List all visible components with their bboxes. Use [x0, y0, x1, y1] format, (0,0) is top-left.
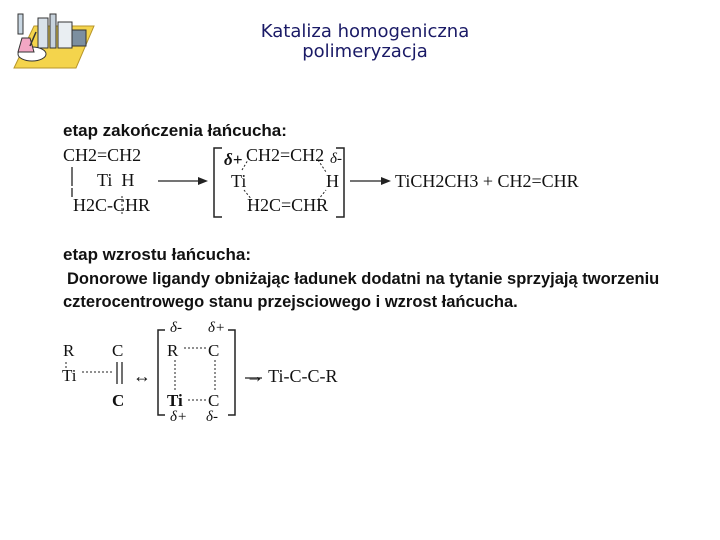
termination-heading: etap zakończenia łańcucha: — [63, 121, 287, 140]
prop-equilibrium-arrow: ↔ — [133, 366, 151, 386]
prop-delta-top-right: δ+ — [208, 320, 226, 336]
termination-products: TiCH2CH3 + CH2=CHR — [395, 171, 579, 191]
termination-delta-minus: δ- — [330, 151, 342, 167]
ts-top: CH2=CH2 — [246, 145, 325, 165]
prop-ts-c2: C — [208, 391, 220, 410]
propagation-heading: etap wzrostu łańcucha: — [63, 245, 251, 264]
propagation-text-line-1: Donorowe ligandy obniżając ładunek dodatni na tytanie sprzyjają tworzeniu — [67, 270, 660, 288]
termination-left-top: CH2=CH2 — [63, 145, 142, 165]
ts-bottom: H2C=CHR — [247, 195, 329, 215]
prop-ts-r: R — [167, 341, 179, 360]
termination-left-mid: Ti H — [97, 170, 135, 190]
ts-h: H — [326, 171, 339, 191]
title-line-2: polimeryzacja — [302, 41, 428, 62]
prop-product: → Ti-C-C-R — [246, 366, 338, 386]
prop-ts-ti: Ti — [167, 391, 183, 410]
termination-left-bottom: H2C-CHR — [73, 195, 151, 215]
ts-ti: Ti — [231, 171, 247, 191]
prop-delta-bottom-right: δ- — [206, 409, 218, 425]
propagation-text-line-2: czterocentrowego stanu przejsciowego i wzrost łańcucha. — [63, 293, 518, 311]
prop-delta-top-left: δ- — [170, 320, 182, 336]
title-line-1: Kataliza homogeniczna — [260, 21, 470, 42]
prop-r: R — [63, 341, 75, 360]
termination-delta-plus: δ+ — [224, 150, 243, 169]
prop-c2: C — [112, 391, 125, 410]
prop-ts-c: C — [208, 341, 220, 360]
prop-c: C — [112, 341, 124, 360]
prop-delta-bottom-left: δ+ — [170, 409, 188, 425]
prop-ti: Ti — [62, 366, 77, 385]
